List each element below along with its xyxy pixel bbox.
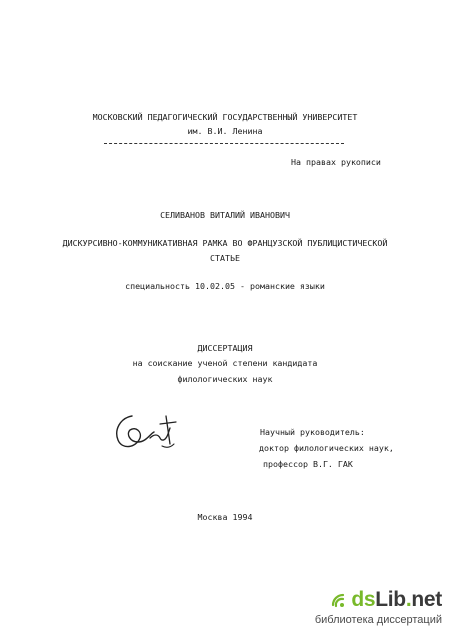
work-type: ДИССЕРТАЦИЯ — [197, 343, 253, 353]
rights-note: На правах рукописи — [291, 157, 381, 167]
university-named-after: им. В.И. Ленина — [187, 126, 263, 136]
degree-line1: на соискание ученой степени кандидата — [132, 358, 318, 368]
separator-line — [104, 143, 344, 144]
specialty: специальность 10.02.05 - романские языки — [125, 281, 325, 291]
dissertation-title-line1: ДИСКУРСИВНО-КОММУНИКАТИВНАЯ РАМКА ВО ФРАНЦУЗСКОЙ ПУБЛИЦИСТИЧЕСКОЙ — [62, 238, 388, 248]
degree-line2: филологических наук — [177, 374, 273, 384]
city-year: Москва 1994 — [197, 512, 253, 522]
watermark-subtitle: библиотека диссертаций — [314, 614, 442, 626]
university-name: МОСКОВСКИЙ ПЕДАГОГИЧЕСКИЙ ГОСУДАРСТВЕННЫЙ УНИВЕРСИТЕТ — [92, 112, 358, 122]
dslib-watermark — [242, 588, 442, 630]
author-name: СЕЛИВАНОВ ВИТАЛИЙ ИВАНОВИЧ — [160, 210, 290, 220]
supervisor-label: Научный руководитель: — [260, 427, 365, 437]
handwritten-signature-icon — [110, 404, 180, 459]
dslib-logo: dsLib.net — [351, 588, 442, 611]
dissertation-title-line2: СТАТЬЕ — [210, 253, 240, 263]
supervisor-degree: доктор филологических наук, — [259, 443, 394, 453]
supervisor-name: профессор В.Г. ГАК — [263, 459, 353, 469]
